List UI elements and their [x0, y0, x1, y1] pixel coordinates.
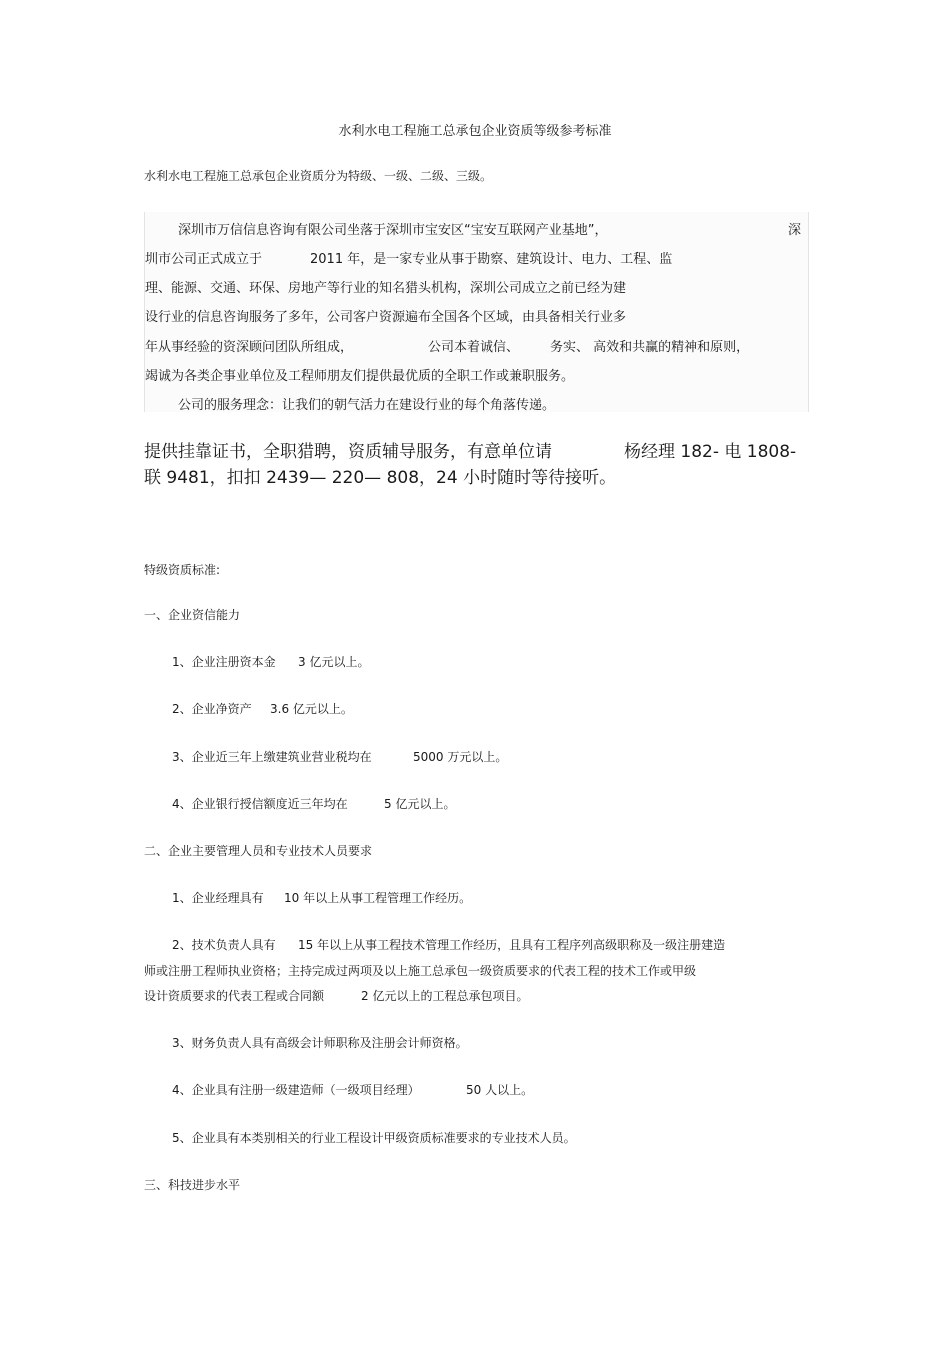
ad-line-5b: 公司本着诚信、: [428, 340, 520, 355]
contact-line-1: 提供挂靠证书，全职猎聘，资质辅导服务，有意单位请: [144, 442, 552, 462]
item-2-4-value: 50 人以上。: [466, 1083, 534, 1097]
item-2-4: 4、企业具有注册一级建造师（一级项目经理）: [172, 1083, 420, 1097]
special-heading: 特级资质标准:: [144, 563, 221, 577]
contact-line-2: 联 9481，扣扣 2439— 220— 808，24 小时随时等待接听。: [144, 468, 617, 488]
ad-line-6: 竭诚为各类企事业单位及工程师朋友们提供最优质的全职工作或兼职服务。: [145, 369, 575, 384]
item-2-1-value: 10 年以上从事工程管理工作经历。: [284, 891, 472, 905]
item-2-2-c: 师或注册工程师执业资格；主持完成过两项及以上施工总承包一级资质要求的代表工程的技术工作或甲级: [144, 964, 697, 978]
item-2-3: 3、财务负责人具有高级会计师职称及注册会计师资格。: [172, 1036, 468, 1050]
item-1-3-value: 5000 万元以上。: [413, 750, 508, 764]
ad-line-1-end: 深: [788, 223, 802, 238]
intro-text: 水利水电工程施工总承包企业资质分为特级、一级、二级、三级。: [144, 169, 493, 183]
item-1-1: 1、企业注册资本金: [172, 655, 276, 669]
ad-line-2b: 2011 年，是一家专业从事于勘察、建筑设计、电力、工程、监: [310, 252, 673, 267]
ad-line-2: 圳市公司正式成立于: [145, 252, 263, 267]
ad-line-1: 深圳市万信信息咨询有限公司坐落于深圳市宝安区“宝安互联网产业基地”，: [178, 223, 608, 238]
section-2-heading: 二、企业主要管理人员和专业技术人员要求: [144, 844, 373, 858]
document-title: 水利水电工程施工总承包企业资质等级参考标准: [338, 124, 612, 139]
ad-line-5: 年从事经验的资深顾问团队所组成，: [145, 340, 354, 355]
ad-line-3: 理、能源、交通、环保、房地产等行业的知名猎头机构，深圳公司成立之前已经为建: [145, 281, 627, 296]
item-2-2: 2、技术负责人具有: [172, 938, 276, 952]
item-1-3: 3、企业近三年上缴建筑业营业税均在: [172, 750, 372, 764]
ad-line-4: 设行业的信息咨询服务了多年，公司客户资源遍布全国各个区域，由具备相关行业多: [145, 310, 627, 325]
ad-line-5c: 务实、 高效和共赢的精神和原则，: [550, 340, 750, 355]
section-3-heading: 三、科技进步水平: [144, 1178, 241, 1192]
item-1-4: 4、企业银行授信额度近三年均在: [172, 797, 348, 811]
item-1-4-value: 5 亿元以上。: [384, 797, 456, 811]
item-2-2-e: 2 亿元以上的工程总承包项目。: [361, 989, 529, 1003]
item-2-2-d: 设计资质要求的代表工程或合同额: [144, 989, 325, 1003]
item-2-1: 1、企业经理具有: [172, 891, 264, 905]
ad-line-7: 公司的服务理念：让我们的朝气活力在建设行业的每个角落传递。: [178, 398, 556, 413]
item-1-2: 2、企业净资产: [172, 702, 252, 716]
item-1-1-value: 3 亿元以上。: [298, 655, 370, 669]
item-2-5: 5、企业具有本类别相关的行业工程设计甲级资质标准要求的专业技术人员。: [172, 1131, 576, 1145]
section-1-heading: 一、企业资信能力: [144, 608, 241, 622]
item-1-2-value: 3.6 亿元以上。: [270, 702, 353, 716]
contact-line-1b: 杨经理 182- 电 1808-: [624, 442, 797, 462]
item-2-2-b: 15 年以上从事工程技术管理工作经历，且具有工程序列高级职称及一级注册建造: [298, 938, 726, 952]
